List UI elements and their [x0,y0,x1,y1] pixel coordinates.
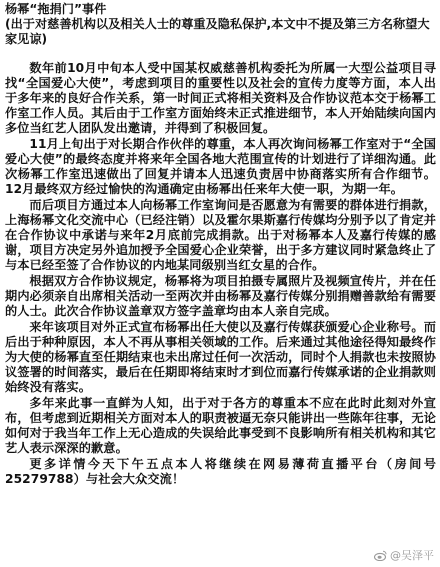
document-title: 杨幂“拖捐门”事件 [5,2,107,16]
paragraph-5: 来年该项目对外正式宣布杨幂出任大使以及嘉行传媒获颁爱心企业称号。而后出于种种原因，本人不再从事相关领域的工作。后来通过其他途径得知最终作为大使的杨幂直至任期结束也未出席过任何一次活动，同时个人捐款也未按照协议签署的时间落实，最后在任期即将结束时才到位而嘉行传媒承诺的企业捐款则始终没有落实。 [5,320,436,394]
paragraph-3: 而后项目方通过本人向杨幂工作室询问是否愿意为有需要的群体进行捐款，上海杨幂文化交流中心（已经注销）以及霍尔果斯嘉行传媒均分别予以了肯定并在合作协议中承诺与来年2月底前完成捐款。出于对杨幂本人及嘉行传媒的感谢，项目方决定另外追加授予全国爱心企业荣誉，出于多方建议同时紧急终止了与本已经至签了合作协议的内地某同级别当红女星的合作。 [5,198,436,272]
document [5,2,436,487]
paragraph-2: 11月上旬出于对长期合作伙伴的尊重，本人再次询问杨幂工作室对于“全国爱心大使”的最终态度并将来年全国各地大范围宣传的计划进行了详细沟通。此次杨幂工作室迅速做出了回复并请本人迅速负责居中协商落实所有合作细节。12月最终双方经过愉快的沟通确定由杨幂出任来年大使一职，为期一年。 [5,137,436,196]
paragraph-4: 根据双方合作协议规定，杨幂将为项目拍摄专属照片及视频宣传片，并在任期内必须亲自出席相关活动一至两次并由杨幂及嘉行传媒分别捐赠善款给有需要的人士。此次合作协议盖章双方签字盖章均由本人亲自完成。 [5,274,436,318]
paragraph-1: 数年前10月中旬本人受中国某权威慈善机构委托为所属一大型公益项目寻找“全国爱心大使”，考虑到项目的重要性以及社会的宣传力度等方面，本人出于多年来的良好合作关系，第一时间正式将相关资料及合作协议范本交于杨幂工作室工作人员。其后由于工作室方面始终未正式推进细节，本人开始陆续向国内多位当红艺人团队发出邀请，并得到了积极回复。 [5,61,436,135]
paragraph-6: 多年来此事一直鲜为人知，出于对于各方的尊重本不应在此时此刻对外宣布，但考虑到近期相关方面对本人的职责被逼无奈只能讲出一些陈年往事，无论如何对于我当年工作上无心造成的失误给此事受到不良影响所有相关机构和其它艺人表示深深的歉意。 [5,396,436,455]
watermark [374,547,434,563]
paragraph-7: 更多详情今天下午五点本人将继续在网易薄荷直播平台（房间号25279788）与社会大众交流！ [5,457,436,486]
privacy-note: (出于对慈善机构以及相关人士的尊重及隐私保护,本文中不提及第三方名称望大家见谅) [5,17,430,46]
watermark-text: @吴泽平 [390,549,434,562]
weibo-logo-icon [374,550,387,561]
